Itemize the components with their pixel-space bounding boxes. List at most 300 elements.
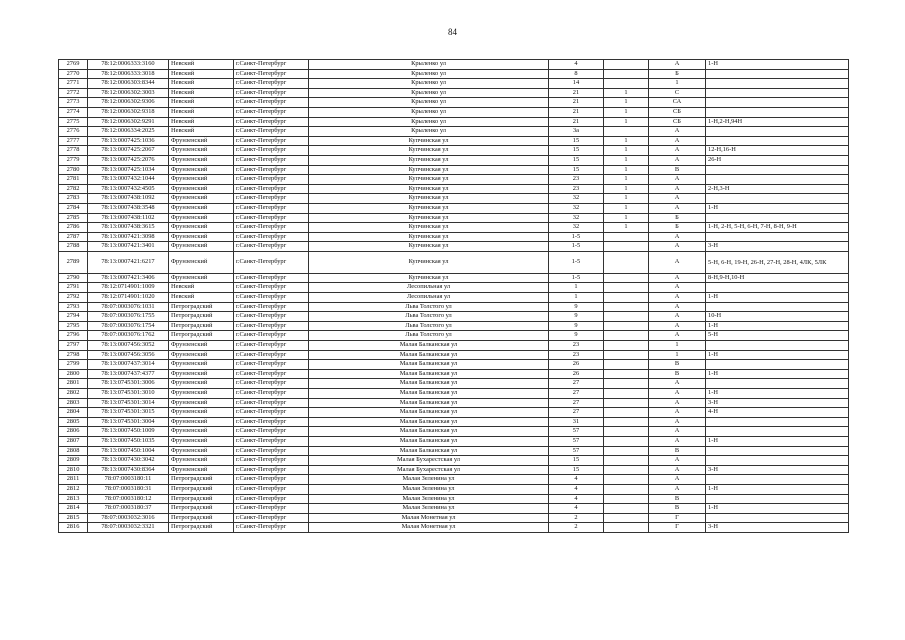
city-cell: г.Санкт-Петербург bbox=[234, 321, 309, 331]
district-cell: Петроградский bbox=[169, 312, 234, 322]
premises-cell bbox=[706, 127, 849, 137]
row-number-cell: 2790 bbox=[59, 273, 88, 283]
house-cell: 21 bbox=[549, 107, 604, 117]
letter-cell: Б bbox=[649, 213, 706, 223]
district-cell: Невский bbox=[169, 98, 234, 108]
building-cell bbox=[604, 494, 649, 504]
cadastral-number-cell: 78:13:0007437:4377 bbox=[88, 369, 169, 379]
building-cell: 1 bbox=[604, 136, 649, 146]
district-cell: Фрунзенский bbox=[169, 155, 234, 165]
city-cell: г.Санкт-Петербург bbox=[234, 79, 309, 89]
letter-cell: СБ bbox=[649, 107, 706, 117]
cadastral-number-cell: 78:12:0006302:3003 bbox=[88, 88, 169, 98]
city-cell: г.Санкт-Петербург bbox=[234, 165, 309, 175]
city-cell: г.Санкт-Петербург bbox=[234, 194, 309, 204]
city-cell: г.Санкт-Петербург bbox=[234, 60, 309, 70]
row-number-cell: 2781 bbox=[59, 175, 88, 185]
table-row bbox=[59, 251, 849, 273]
street-cell: Малая Балканская ул bbox=[309, 379, 549, 389]
cadastral-number-cell: 78:13:0007450:1009 bbox=[88, 427, 169, 437]
building-cell bbox=[604, 69, 649, 79]
table-row bbox=[59, 523, 849, 533]
street-cell: Малая Балканская ул bbox=[309, 408, 549, 418]
street-cell: Купчинская ул bbox=[309, 203, 549, 213]
row-number-cell: 2784 bbox=[59, 203, 88, 213]
house-cell: 27 bbox=[549, 408, 604, 418]
letter-cell: А bbox=[649, 427, 706, 437]
cadastral-number-cell: 78:13:0007438:1102 bbox=[88, 213, 169, 223]
house-cell: 4 bbox=[549, 475, 604, 485]
letter-cell: В bbox=[649, 360, 706, 370]
street-cell: Крыленко ул bbox=[309, 60, 549, 70]
premises-cell bbox=[706, 494, 849, 504]
row-number-cell: 2776 bbox=[59, 127, 88, 137]
district-cell: Фрунзенский bbox=[169, 417, 234, 427]
letter-cell: А bbox=[649, 331, 706, 341]
district-cell: Петроградский bbox=[169, 484, 234, 494]
city-cell: г.Санкт-Петербург bbox=[234, 513, 309, 523]
district-cell: Фрунзенский bbox=[169, 350, 234, 360]
city-cell: г.Санкт-Петербург bbox=[234, 389, 309, 399]
house-cell: 26 bbox=[549, 360, 604, 370]
cadastral-number-cell: 78:13:0007421:6217 bbox=[88, 251, 169, 273]
district-cell: Петроградский bbox=[169, 513, 234, 523]
premises-cell bbox=[706, 88, 849, 98]
street-cell: Крыленко ул bbox=[309, 127, 549, 137]
building-cell bbox=[604, 79, 649, 89]
street-cell: Малая Монетная ул bbox=[309, 523, 549, 533]
district-cell: Фрунзенский bbox=[169, 436, 234, 446]
letter-cell: А bbox=[649, 146, 706, 156]
district-cell: Невский bbox=[169, 283, 234, 293]
premises-cell bbox=[706, 427, 849, 437]
premises-cell: 2-Н,3-Н bbox=[706, 184, 849, 194]
premises-cell bbox=[706, 107, 849, 117]
city-cell: г.Санкт-Петербург bbox=[234, 379, 309, 389]
street-cell: Купчинская ул bbox=[309, 175, 549, 185]
street-cell: Малая Бухарестская ул bbox=[309, 465, 549, 475]
letter-cell: А bbox=[649, 456, 706, 466]
cadastral-number-cell: 78:07:0003032:3016 bbox=[88, 513, 169, 523]
house-cell: 2 bbox=[549, 513, 604, 523]
district-cell: Фрунзенский bbox=[169, 184, 234, 194]
district-cell: Невский bbox=[169, 107, 234, 117]
premises-cell: 1-Н bbox=[706, 436, 849, 446]
district-cell: Фрунзенский bbox=[169, 194, 234, 204]
house-cell: 23 bbox=[549, 350, 604, 360]
cadastral-number-cell: 78:13:0745301:3015 bbox=[88, 408, 169, 418]
table-row bbox=[59, 350, 849, 360]
district-cell: Петроградский bbox=[169, 523, 234, 533]
premises-cell: 3-Н bbox=[706, 523, 849, 533]
premises-cell bbox=[706, 341, 849, 351]
letter-cell: А bbox=[649, 136, 706, 146]
table-row bbox=[59, 194, 849, 204]
premises-cell bbox=[706, 79, 849, 89]
table-row bbox=[59, 117, 849, 127]
street-cell: Малая Балканская ул bbox=[309, 341, 549, 351]
building-cell: 1 bbox=[604, 117, 649, 127]
cadastral-number-cell: 78:07:0003076:1755 bbox=[88, 312, 169, 322]
city-cell: г.Санкт-Петербург bbox=[234, 341, 309, 351]
building-cell: 1 bbox=[604, 155, 649, 165]
letter-cell: А bbox=[649, 417, 706, 427]
row-number-cell: 2785 bbox=[59, 213, 88, 223]
street-cell: Льва Толстого ул bbox=[309, 312, 549, 322]
row-number-cell: 2798 bbox=[59, 350, 88, 360]
premises-cell: 1-Н,2-Н,94Н bbox=[706, 117, 849, 127]
row-number-cell: 2811 bbox=[59, 475, 88, 485]
building-cell: 1 bbox=[604, 184, 649, 194]
cadastral-number-cell: 78:13:0007432:1044 bbox=[88, 175, 169, 185]
house-cell: 9 bbox=[549, 321, 604, 331]
letter-cell: А bbox=[649, 398, 706, 408]
city-cell: г.Санкт-Петербург bbox=[234, 242, 309, 252]
premises-cell: 1-Н bbox=[706, 350, 849, 360]
letter-cell: В bbox=[649, 446, 706, 456]
cadastral-number-cell: 78:13:0007438:3548 bbox=[88, 203, 169, 213]
table-row bbox=[59, 155, 849, 165]
premises-cell bbox=[706, 175, 849, 185]
premises-cell: 4-Н bbox=[706, 408, 849, 418]
letter-cell: А bbox=[649, 232, 706, 242]
cadastral-number-cell: 78:12:0006303:8344 bbox=[88, 79, 169, 89]
row-number-cell: 2787 bbox=[59, 232, 88, 242]
cadastral-number-cell: 78:13:0745301:3006 bbox=[88, 379, 169, 389]
premises-cell bbox=[706, 456, 849, 466]
district-cell: Фрунзенский bbox=[169, 389, 234, 399]
row-number-cell: 2769 bbox=[59, 60, 88, 70]
street-cell: Крыленко ул bbox=[309, 88, 549, 98]
city-cell: г.Санкт-Петербург bbox=[234, 232, 309, 242]
street-cell: Малая Балканская ул bbox=[309, 389, 549, 399]
table-row bbox=[59, 60, 849, 70]
premises-cell: 3-Н bbox=[706, 465, 849, 475]
house-cell: 4 bbox=[549, 60, 604, 70]
house-cell: 57 bbox=[549, 446, 604, 456]
city-cell: г.Санкт-Петербург bbox=[234, 107, 309, 117]
street-cell: Малая Зеленина ул bbox=[309, 504, 549, 514]
city-cell: г.Санкт-Петербург bbox=[234, 184, 309, 194]
district-cell: Петроградский bbox=[169, 494, 234, 504]
table-row bbox=[59, 203, 849, 213]
building-cell: 1 bbox=[604, 98, 649, 108]
street-cell: Крыленко ул bbox=[309, 79, 549, 89]
row-number-cell: 2779 bbox=[59, 155, 88, 165]
letter-cell: А bbox=[649, 465, 706, 475]
district-cell: Фрунзенский bbox=[169, 203, 234, 213]
table-row bbox=[59, 465, 849, 475]
table-row bbox=[59, 321, 849, 331]
letter-cell: Б bbox=[649, 223, 706, 233]
building-cell bbox=[604, 465, 649, 475]
premises-cell bbox=[706, 513, 849, 523]
row-number-cell: 2802 bbox=[59, 389, 88, 399]
row-number-cell: 2789 bbox=[59, 251, 88, 273]
cadastral-number-cell: 78:13:0007425:2076 bbox=[88, 155, 169, 165]
street-cell: Купчинская ул bbox=[309, 242, 549, 252]
premises-cell: 1-Н, 2-Н, 5-Н, 6-Н, 7-Н, 8-Н, 9-Н bbox=[706, 223, 849, 233]
premises-cell: 5-Н, 6-Н, 19-Н, 26-Н, 27-Н, 28-Н, 4ЛК, 5ЛК bbox=[706, 251, 849, 273]
city-cell: г.Санкт-Петербург bbox=[234, 213, 309, 223]
premises-cell: 5-Н bbox=[706, 331, 849, 341]
city-cell: г.Санкт-Петербург bbox=[234, 146, 309, 156]
house-cell: 15 bbox=[549, 465, 604, 475]
house-cell: 21 bbox=[549, 88, 604, 98]
city-cell: г.Санкт-Петербург bbox=[234, 127, 309, 137]
district-cell: Фрунзенский bbox=[169, 136, 234, 146]
table-row bbox=[59, 175, 849, 185]
district-cell: Фрунзенский bbox=[169, 146, 234, 156]
building-cell: 1 bbox=[604, 213, 649, 223]
street-cell: Купчинская ул bbox=[309, 184, 549, 194]
cadastral-number-cell: 78:07:0003180:31 bbox=[88, 484, 169, 494]
city-cell: г.Санкт-Петербург bbox=[234, 155, 309, 165]
cadastral-number-cell: 78:13:0007430:3042 bbox=[88, 456, 169, 466]
row-number-cell: 2773 bbox=[59, 98, 88, 108]
letter-cell: А bbox=[649, 283, 706, 293]
table-row bbox=[59, 456, 849, 466]
house-cell: 15 bbox=[549, 165, 604, 175]
table-row bbox=[59, 389, 849, 399]
row-number-cell: 2770 bbox=[59, 69, 88, 79]
letter-cell: А bbox=[649, 408, 706, 418]
letter-cell: А bbox=[649, 302, 706, 312]
building-cell: 1 bbox=[604, 165, 649, 175]
building-cell bbox=[604, 379, 649, 389]
city-cell: г.Санкт-Петербург bbox=[234, 203, 309, 213]
building-cell bbox=[604, 350, 649, 360]
row-number-cell: 2810 bbox=[59, 465, 88, 475]
table-row bbox=[59, 165, 849, 175]
premises-cell bbox=[706, 475, 849, 485]
table-row bbox=[59, 369, 849, 379]
building-cell bbox=[604, 523, 649, 533]
house-cell: 32 bbox=[549, 213, 604, 223]
city-cell: г.Санкт-Петербург bbox=[234, 251, 309, 273]
city-cell: г.Санкт-Петербург bbox=[234, 223, 309, 233]
row-number-cell: 2771 bbox=[59, 79, 88, 89]
street-cell: Купчинская ул bbox=[309, 155, 549, 165]
letter-cell: А bbox=[649, 389, 706, 399]
district-cell: Фрунзенский bbox=[169, 379, 234, 389]
building-cell: 1 bbox=[604, 203, 649, 213]
district-cell: Фрунзенский bbox=[169, 273, 234, 283]
district-cell: Фрунзенский bbox=[169, 165, 234, 175]
row-number-cell: 2816 bbox=[59, 523, 88, 533]
city-cell: г.Санкт-Петербург bbox=[234, 302, 309, 312]
row-number-cell: 2809 bbox=[59, 456, 88, 466]
row-number-cell: 2783 bbox=[59, 194, 88, 204]
premises-cell: 1-Н bbox=[706, 203, 849, 213]
house-cell: 27 bbox=[549, 379, 604, 389]
row-number-cell: 2774 bbox=[59, 107, 88, 117]
building-cell bbox=[604, 513, 649, 523]
row-number-cell: 2777 bbox=[59, 136, 88, 146]
row-number-cell: 2795 bbox=[59, 321, 88, 331]
building-cell: 1 bbox=[604, 194, 649, 204]
city-cell: г.Санкт-Петербург bbox=[234, 98, 309, 108]
cadastral-number-cell: 78:12:0714901:1020 bbox=[88, 293, 169, 303]
table-row bbox=[59, 88, 849, 98]
building-cell bbox=[604, 456, 649, 466]
letter-cell: СА bbox=[649, 98, 706, 108]
table-row bbox=[59, 475, 849, 485]
house-cell: 1 bbox=[549, 283, 604, 293]
table-row bbox=[59, 484, 849, 494]
house-cell: 9 bbox=[549, 331, 604, 341]
row-number-cell: 2814 bbox=[59, 504, 88, 514]
premises-cell: 26-Н bbox=[706, 155, 849, 165]
house-cell: 15 bbox=[549, 146, 604, 156]
street-cell: Льва Толстого ул bbox=[309, 302, 549, 312]
table-row bbox=[59, 184, 849, 194]
district-cell: Невский bbox=[169, 79, 234, 89]
building-cell bbox=[604, 446, 649, 456]
district-cell: Фрунзенский bbox=[169, 175, 234, 185]
city-cell: г.Санкт-Петербург bbox=[234, 175, 309, 185]
premises-cell bbox=[706, 136, 849, 146]
cadastral-number-cell: 78:07:0003180:37 bbox=[88, 504, 169, 514]
house-cell: 23 bbox=[549, 184, 604, 194]
district-cell: Фрунзенский bbox=[169, 213, 234, 223]
house-cell: 9 bbox=[549, 302, 604, 312]
house-cell: 21 bbox=[549, 117, 604, 127]
table-row bbox=[59, 273, 849, 283]
premises-cell: 10-Н bbox=[706, 312, 849, 322]
row-number-cell: 2815 bbox=[59, 513, 88, 523]
house-cell: 27 bbox=[549, 389, 604, 399]
cadastral-number-cell: 78:12:0006302:9291 bbox=[88, 117, 169, 127]
premises-cell: 1-Н bbox=[706, 389, 849, 399]
row-number-cell: 2812 bbox=[59, 484, 88, 494]
table-row bbox=[59, 127, 849, 137]
row-number-cell: 2782 bbox=[59, 184, 88, 194]
cadastral-number-cell: 78:13:0007421:3098 bbox=[88, 232, 169, 242]
letter-cell: А bbox=[649, 484, 706, 494]
street-cell: Малая Балканская ул bbox=[309, 436, 549, 446]
street-cell: Малая Бухарестская ул bbox=[309, 456, 549, 466]
letter-cell: А bbox=[649, 312, 706, 322]
cadastral-number-cell: 78:13:0745301:3014 bbox=[88, 398, 169, 408]
building-cell bbox=[604, 293, 649, 303]
row-number-cell: 2772 bbox=[59, 88, 88, 98]
letter-cell: А bbox=[649, 321, 706, 331]
row-number-cell: 2780 bbox=[59, 165, 88, 175]
city-cell: г.Санкт-Петербург bbox=[234, 88, 309, 98]
house-cell: 23 bbox=[549, 341, 604, 351]
row-number-cell: 2786 bbox=[59, 223, 88, 233]
letter-cell: А bbox=[649, 273, 706, 283]
cadastral-number-cell: 78:13:0007450:1035 bbox=[88, 436, 169, 446]
table-row bbox=[59, 504, 849, 514]
row-number-cell: 2794 bbox=[59, 312, 88, 322]
row-number-cell: 2778 bbox=[59, 146, 88, 156]
house-cell: 4 bbox=[549, 484, 604, 494]
table-row bbox=[59, 293, 849, 303]
house-cell: 27 bbox=[549, 398, 604, 408]
house-cell: 1-5 bbox=[549, 273, 604, 283]
building-cell bbox=[604, 360, 649, 370]
letter-cell: А bbox=[649, 184, 706, 194]
premises-cell bbox=[706, 360, 849, 370]
city-cell: г.Санкт-Петербург bbox=[234, 369, 309, 379]
cadastral-number-cell: 78:13:0745301:3010 bbox=[88, 389, 169, 399]
cadastral-number-cell: 78:07:0003180:12 bbox=[88, 494, 169, 504]
building-cell bbox=[604, 321, 649, 331]
district-cell: Фрунзенский bbox=[169, 369, 234, 379]
premises-cell: 3-Н bbox=[706, 242, 849, 252]
district-cell: Фрунзенский bbox=[169, 446, 234, 456]
street-cell: Купчинская ул bbox=[309, 223, 549, 233]
building-cell bbox=[604, 475, 649, 485]
cadastral-number-cell: 78:13:0007450:1004 bbox=[88, 446, 169, 456]
letter-cell: А bbox=[649, 175, 706, 185]
cadastral-number-cell: 78:12:0006333:3018 bbox=[88, 69, 169, 79]
row-number-cell: 2797 bbox=[59, 341, 88, 351]
street-cell: Купчинская ул bbox=[309, 194, 549, 204]
district-cell: Фрунзенский bbox=[169, 427, 234, 437]
city-cell: г.Санкт-Петербург bbox=[234, 69, 309, 79]
house-cell: 2 bbox=[549, 523, 604, 533]
house-cell: 23 bbox=[549, 175, 604, 185]
cadastral-number-cell: 78:13:0007432:4505 bbox=[88, 184, 169, 194]
building-cell bbox=[604, 408, 649, 418]
cadastral-number-cell: 78:12:0006333:3160 bbox=[88, 60, 169, 70]
street-cell: Малая Балканская ул bbox=[309, 350, 549, 360]
house-cell: 15 bbox=[549, 155, 604, 165]
house-cell: 32 bbox=[549, 203, 604, 213]
premises-cell bbox=[706, 417, 849, 427]
table-row bbox=[59, 69, 849, 79]
district-cell: Фрунзенский bbox=[169, 242, 234, 252]
district-cell: Невский bbox=[169, 127, 234, 137]
letter-cell: В bbox=[649, 165, 706, 175]
cadastral-number-cell: 78:12:0714901:1009 bbox=[88, 283, 169, 293]
cadastral-number-cell: 78:12:0006302:9318 bbox=[88, 107, 169, 117]
table-row bbox=[59, 379, 849, 389]
house-cell: 8 bbox=[549, 69, 604, 79]
premises-cell: 12-Н,16-Н bbox=[706, 146, 849, 156]
cadastral-number-cell: 78:12:0006334:2025 bbox=[88, 127, 169, 137]
city-cell: г.Санкт-Петербург bbox=[234, 136, 309, 146]
premises-cell: 1-Н bbox=[706, 321, 849, 331]
city-cell: г.Санкт-Петербург bbox=[234, 117, 309, 127]
street-cell: Купчинская ул bbox=[309, 146, 549, 156]
district-cell: Фрунзенский bbox=[169, 456, 234, 466]
premises-cell bbox=[706, 379, 849, 389]
cadastral-number-cell: 78:13:0007438:1092 bbox=[88, 194, 169, 204]
building-cell: 1 bbox=[604, 107, 649, 117]
city-cell: г.Санкт-Петербург bbox=[234, 484, 309, 494]
city-cell: г.Санкт-Петербург bbox=[234, 273, 309, 283]
table-row bbox=[59, 242, 849, 252]
table-row bbox=[59, 79, 849, 89]
building-cell: 1 bbox=[604, 175, 649, 185]
district-cell: Фрунзенский bbox=[169, 251, 234, 273]
row-number-cell: 2799 bbox=[59, 360, 88, 370]
house-cell: 1-5 bbox=[549, 232, 604, 242]
premises-cell bbox=[706, 165, 849, 175]
row-number-cell: 2793 bbox=[59, 302, 88, 312]
premises-cell: 1-Н bbox=[706, 484, 849, 494]
city-cell: г.Санкт-Петербург bbox=[234, 293, 309, 303]
table-row bbox=[59, 331, 849, 341]
registry-table bbox=[58, 59, 849, 533]
building-cell bbox=[604, 331, 649, 341]
district-cell: Фрунзенский bbox=[169, 232, 234, 242]
house-cell: 57 bbox=[549, 436, 604, 446]
